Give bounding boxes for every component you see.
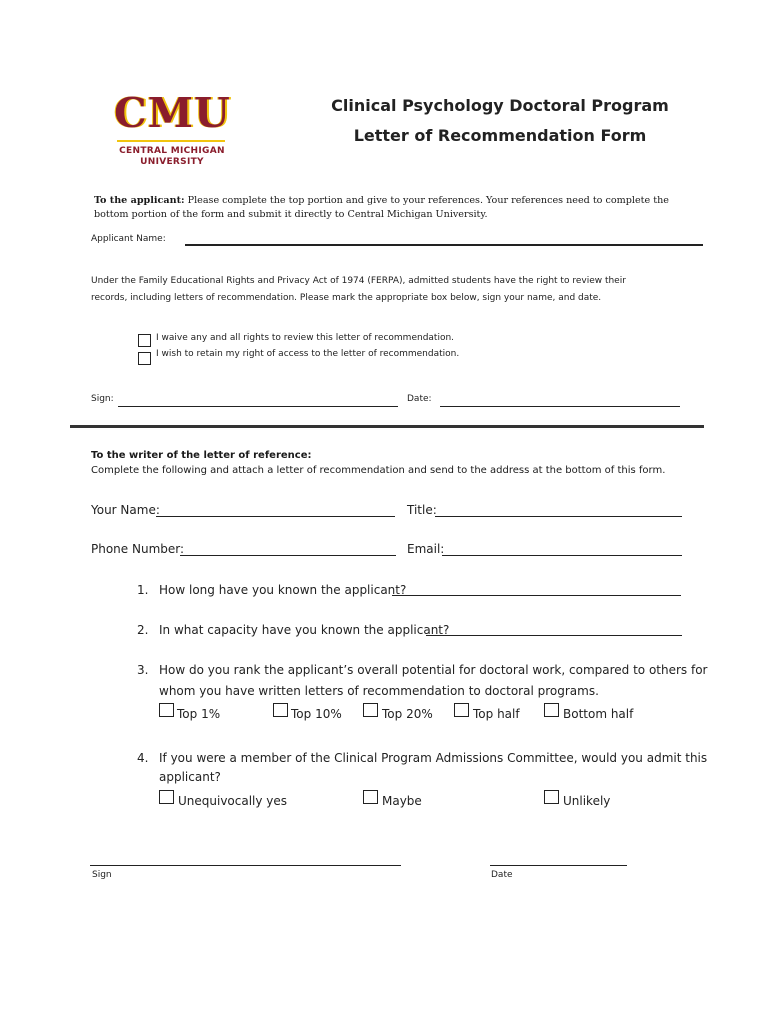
rank-top-20-checkbox[interactable] [363, 703, 378, 717]
admit-unlikely-checkbox[interactable] [544, 790, 559, 804]
question-2-text: In what capacity have you known the applicant? [159, 623, 450, 637]
rank-top-1-label: Top 1% [177, 707, 221, 721]
question-1-text: How long have you known the applicant? [159, 583, 407, 597]
question-3-text-line-1: How do you rank the applicant’s overall potential for doctoral work, compared to others for [159, 663, 708, 677]
applicant-name-label: Applicant Name: [91, 234, 166, 244]
writer-sign-label: Sign [92, 870, 112, 880]
ferpa-notice: Under the Family Educational Rights and Privacy Act of 1974 (FERPA), admitted students have the right to review their records, including letters of recommendation. Please mark the appropriate box below, sign your name, and date. [91, 276, 626, 303]
question-2-number: 2. [137, 623, 149, 637]
rank-top-1-checkbox[interactable] [159, 703, 174, 717]
writer-signature-field[interactable] [90, 865, 401, 866]
applicant-name-field[interactable] [185, 244, 703, 246]
page-title: Clinical Psychology Doctoral Program [331, 96, 669, 115]
logo-rule [117, 140, 225, 142]
applicant-signature-field[interactable] [118, 406, 398, 407]
admit-maybe-checkbox[interactable] [363, 790, 378, 804]
retain-rights-checkbox[interactable] [138, 352, 151, 365]
admit-unequivocally-yes-checkbox[interactable] [159, 790, 174, 804]
rank-bottom-half-label: Bottom half [563, 707, 634, 721]
section-divider [70, 425, 704, 428]
question-4-text-line-2: applicant? [159, 770, 221, 784]
logo-university-name [117, 146, 227, 168]
applicant-date-field[interactable] [440, 406, 680, 407]
question-2-answer-field[interactable] [426, 635, 682, 636]
email-field[interactable] [442, 555, 682, 556]
rank-bottom-half-checkbox[interactable] [544, 703, 559, 717]
phone-number-field[interactable] [180, 555, 396, 556]
cmu-logo-mark: CMU [114, 89, 231, 137]
title-label: Title: [407, 503, 437, 517]
question-3-number: 3. [137, 663, 149, 677]
admit-unequivocally-yes-label: Unequivocally yes [178, 794, 288, 808]
writer-date-field[interactable] [490, 865, 627, 866]
waive-rights-label: I waive any and all rights to review this letter of recommendation. [156, 333, 455, 343]
rank-top-20-label: Top 20% [382, 707, 433, 721]
rank-top-half-checkbox[interactable] [454, 703, 469, 717]
applicant-instructions-text: Please complete the top portion and give to your references. Your references need to complete the bottom portion of the form and submit it directly to Central Michigan University. [94, 195, 669, 220]
your-name-field[interactable] [156, 516, 395, 517]
question-3-text-line-2: whom you have written letters of recommendation to doctoral programs. [159, 684, 599, 698]
waive-rights-checkbox[interactable] [138, 334, 151, 347]
your-name-label: Your Name: [91, 503, 160, 517]
applicant-date-label: Date: [407, 394, 432, 404]
logo-line-1: CENTRAL MICHIGAN [119, 146, 225, 156]
question-1-answer-field[interactable] [392, 595, 681, 596]
applicant-instructions [94, 194, 704, 222]
email-label: Email: [407, 542, 445, 556]
page-subtitle: Letter of Recommendation Form [353, 126, 647, 145]
applicant-sign-label: Sign: [91, 394, 114, 404]
rank-top-10-label: Top 10% [291, 707, 342, 721]
question-4-number: 4. [137, 751, 149, 765]
question-1-number: 1. [137, 583, 149, 597]
logo-line-2: UNIVERSITY [140, 157, 204, 167]
retain-rights-label: I wish to retain my right of access to the letter of recommendation. [156, 349, 460, 359]
writer-section-heading: To the writer of the letter of reference: [91, 450, 312, 461]
writer-date-label: Date [491, 870, 513, 880]
applicant-instructions-heading: To the applicant: [94, 195, 185, 206]
admit-maybe-label: Maybe [382, 794, 422, 808]
rank-top-10-checkbox[interactable] [273, 703, 288, 717]
admit-unlikely-label: Unlikely [563, 794, 611, 808]
question-4-text-line-1: If you were a member of the Clinical Program Admissions Committee, would you admit this [159, 751, 708, 765]
rank-top-half-label: Top half [473, 707, 520, 721]
phone-number-label: Phone Number: [91, 542, 185, 556]
writer-instructions: Complete the following and attach a letter of recommendation and send to the address at the bottom of this form. [91, 465, 666, 476]
title-field[interactable] [435, 516, 682, 517]
